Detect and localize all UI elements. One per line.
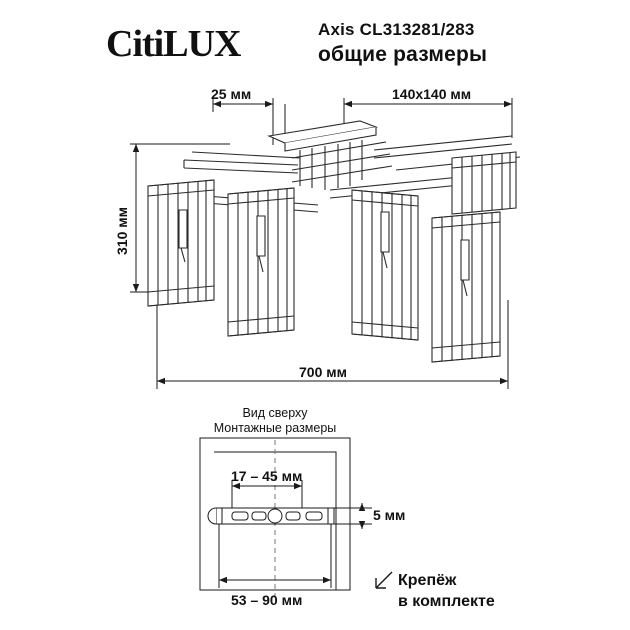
label-17-45mm: 17 – 45 мм [231,468,303,484]
label-140x140: 140x140 мм [392,86,472,102]
label-5mm: 5 мм [373,507,406,523]
brand-name-part2: LUX [163,23,241,65]
top-view-caption-2: Монтажные размеры [213,421,337,435]
label-310mm: 310 мм [114,207,130,255]
label-53-90mm: 53 – 90 мм [231,592,303,608]
kit-note-line2: в комплекте [398,593,495,610]
kit-note-line1: Крепёж [398,572,457,589]
page-subtitle: общие размеры [318,43,488,66]
dim-25mm [213,98,285,150]
label-700mm: 700 мм [299,364,347,380]
kit-included-note [398,570,608,618]
model-title: Axis CL313281/283 [318,20,475,39]
luminaire-illustration [148,121,520,362]
kit-arrow-icon [376,572,392,588]
top-view-drawing [200,438,372,600]
brand-name-part1: Citi [106,23,164,65]
top-view-caption-1: Вид сверху [242,406,308,420]
label-25mm: 25 мм [211,86,252,102]
